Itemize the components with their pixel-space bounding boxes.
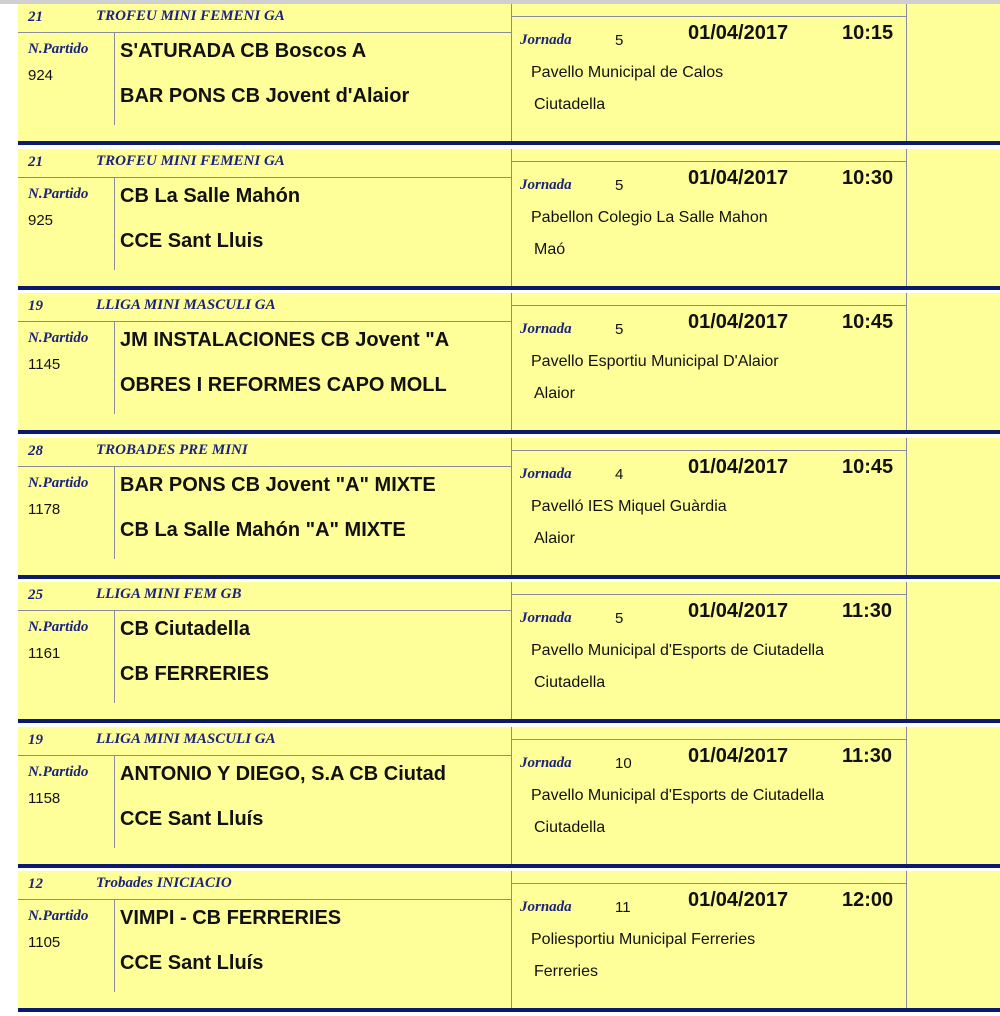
match-card — [18, 871, 1000, 1008]
match-time: 11:30 — [842, 600, 893, 622]
match-card — [18, 4, 1000, 141]
home-team: S'ATURADA CB Boscos A — [120, 40, 367, 62]
jornada-number: 5 — [615, 32, 624, 49]
divider — [511, 293, 512, 430]
divider — [511, 739, 906, 740]
match-date: 01/04/2017 — [688, 745, 789, 767]
partido-number: 1178 — [28, 501, 61, 518]
card-separator — [18, 430, 1000, 434]
match-card — [18, 727, 1000, 864]
category-name: TROBADES PRE MINI — [96, 442, 248, 458]
venue-city: Ciutadella — [534, 96, 606, 113]
jornada-label: Jornada — [520, 32, 572, 48]
category-name: Trobades INICIACIO — [96, 875, 232, 891]
divider — [906, 4, 907, 141]
away-team: BAR PONS CB Jovent d'Alaior — [120, 85, 410, 107]
venue-city: Ciutadella — [534, 819, 606, 836]
match-date: 01/04/2017 — [688, 889, 789, 911]
jornada-number: 5 — [615, 321, 624, 338]
away-team: CB FERRERIES — [120, 663, 269, 685]
venue-name: Pavello Municipal d'Esports de Ciutadella — [531, 642, 824, 659]
venue-name: Pavello Municipal d'Esports de Ciutadella — [531, 787, 824, 804]
divider — [906, 149, 907, 286]
venue-city: Ciutadella — [534, 674, 606, 691]
jornada-label: Jornada — [520, 755, 572, 771]
divider — [114, 33, 115, 125]
divider — [511, 883, 906, 884]
partido-label: N.Partido — [28, 186, 89, 202]
category-number: 25 — [28, 587, 43, 603]
venue-city: Alaior — [534, 530, 575, 547]
divider — [511, 450, 906, 451]
partido-label: N.Partido — [28, 619, 89, 635]
category-name: LLIGA MINI MASCULI GA — [96, 297, 276, 313]
match-date: 01/04/2017 — [688, 167, 789, 189]
jornada-label: Jornada — [520, 899, 572, 915]
divider — [511, 871, 512, 1008]
match-time: 10:45 — [842, 311, 894, 333]
match-date: 01/04/2017 — [688, 22, 789, 44]
divider — [511, 594, 906, 595]
match-time: 12:00 — [842, 889, 894, 911]
divider — [511, 149, 512, 286]
divider — [18, 610, 511, 611]
divider — [511, 438, 512, 575]
divider — [18, 466, 511, 467]
home-team: JM INSTALACIONES CB Jovent "A — [120, 329, 450, 351]
divider — [511, 727, 512, 864]
divider — [511, 161, 906, 162]
divider — [906, 582, 907, 719]
partido-number: 1158 — [28, 790, 61, 807]
divider — [906, 727, 907, 864]
match-date: 01/04/2017 — [688, 600, 789, 622]
category-name: TROFEU MINI FEMENI GA — [96, 8, 285, 24]
home-team: CB La Salle Mahón — [120, 185, 301, 207]
venue-name: Pavello Esportiu Municipal D'Alaior — [531, 353, 779, 370]
venue-name: Pabellon Colegio La Salle Mahon — [531, 209, 768, 226]
partido-number: 1145 — [28, 356, 61, 373]
home-team: ANTONIO Y DIEGO, S.A CB Ciutad — [120, 763, 446, 785]
divider — [18, 899, 511, 900]
card-separator — [18, 864, 1000, 868]
jornada-label: Jornada — [520, 466, 572, 482]
jornada-label: Jornada — [520, 610, 572, 626]
match-card — [18, 438, 1000, 575]
card-separator — [18, 286, 1000, 290]
away-team: CB La Salle Mahón "A" MIXTE — [120, 519, 406, 541]
category-number: 21 — [28, 9, 43, 25]
match-card — [18, 149, 1000, 286]
divider — [114, 322, 115, 414]
category-name: TROFEU MINI FEMENI GA — [96, 153, 285, 169]
venue-city: Alaior — [534, 385, 575, 402]
match-time: 10:15 — [842, 22, 894, 44]
jornada-number: 4 — [615, 466, 624, 483]
divider — [906, 293, 907, 430]
home-team: VIMPI - CB FERRERIES — [120, 907, 342, 929]
category-name: LLIGA MINI MASCULI GA — [96, 731, 276, 747]
match-time: 10:30 — [842, 167, 894, 189]
partido-number: 1105 — [28, 934, 61, 951]
jornada-number: 10 — [615, 755, 632, 772]
category-number: 28 — [28, 443, 43, 459]
divider — [18, 321, 511, 322]
card-separator — [18, 1008, 1000, 1012]
divider — [18, 32, 511, 33]
match-card — [18, 582, 1000, 719]
category-number: 19 — [28, 732, 43, 748]
partido-number: 924 — [28, 67, 54, 84]
partido-number: 925 — [28, 212, 54, 229]
venue-name: Poliesportiu Municipal Ferreries — [531, 931, 756, 948]
category-number: 21 — [28, 154, 43, 170]
divider — [906, 871, 907, 1008]
partido-label: N.Partido — [28, 764, 89, 780]
partido-label: N.Partido — [28, 330, 89, 346]
home-team: BAR PONS CB Jovent "A" MIXTE — [120, 474, 436, 496]
match-time: 11:30 — [842, 745, 893, 767]
category-number: 19 — [28, 298, 43, 314]
jornada-number: 11 — [615, 899, 631, 916]
partido-label: N.Partido — [28, 475, 89, 491]
venue-name: Pavelló IES Miquel Guàrdia — [531, 498, 727, 515]
category-number: 12 — [28, 876, 43, 892]
match-date: 01/04/2017 — [688, 311, 789, 333]
away-team: CCE Sant Lluís — [120, 952, 264, 974]
card-separator — [18, 575, 1000, 579]
divider — [18, 177, 511, 178]
divider — [114, 611, 115, 703]
jornada-label: Jornada — [520, 177, 572, 193]
divider — [114, 900, 115, 992]
venue-city: Ferreries — [534, 963, 599, 980]
card-separator — [18, 719, 1000, 723]
partido-label: N.Partido — [28, 41, 89, 57]
category-name: LLIGA MINI FEM GB — [96, 586, 242, 602]
jornada-number: 5 — [615, 177, 624, 194]
jornada-label: Jornada — [520, 321, 572, 337]
away-team: OBRES I REFORMES CAPO MOLL — [120, 374, 447, 396]
divider — [114, 467, 115, 559]
divider — [511, 16, 906, 17]
divider — [511, 305, 906, 306]
divider — [114, 756, 115, 848]
partido-number: 1161 — [28, 645, 61, 662]
divider — [114, 178, 115, 270]
home-team: CB Ciutadella — [120, 618, 251, 640]
divider — [906, 438, 907, 575]
venue-name: Pavello Municipal de Calos — [531, 64, 724, 81]
away-team: CCE Sant Lluis — [120, 230, 264, 252]
divider — [18, 755, 511, 756]
card-separator — [18, 141, 1000, 145]
divider — [511, 582, 512, 719]
divider — [511, 4, 512, 141]
venue-city: Maó — [534, 241, 566, 258]
match-date: 01/04/2017 — [688, 456, 789, 478]
match-time: 10:45 — [842, 456, 894, 478]
jornada-number: 5 — [615, 610, 624, 627]
match-card — [18, 293, 1000, 430]
partido-label: N.Partido — [28, 908, 89, 924]
away-team: CCE Sant Lluís — [120, 808, 264, 830]
